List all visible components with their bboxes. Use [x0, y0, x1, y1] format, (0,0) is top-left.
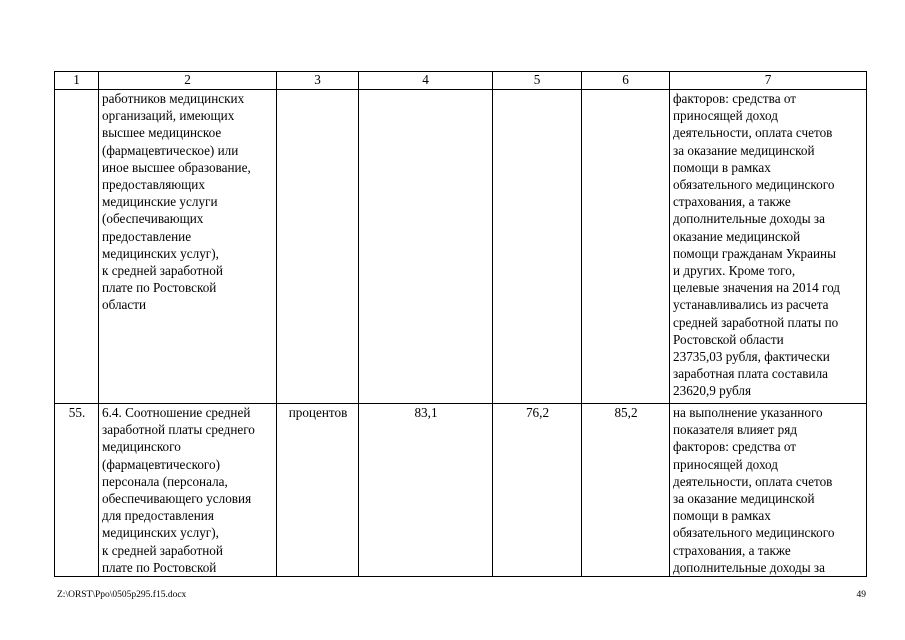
column-header-3: 3	[277, 72, 359, 90]
comment-line: приносящей доход	[673, 108, 778, 124]
comment-line: заработная плата составила	[673, 366, 829, 382]
comment-line: страхования, а также	[673, 542, 791, 558]
column-header-2: 2	[99, 72, 277, 90]
comment-line: помощи гражданам Украины	[673, 245, 836, 261]
data-table	[54, 71, 867, 577]
comment-line: устанавливались из расчета	[673, 297, 829, 313]
comment-line: показателя влияет ряд	[673, 422, 798, 438]
comment-cell	[670, 404, 867, 577]
comment-line: за оказание медицинской	[673, 142, 815, 158]
comment-line: 23620,9 рубля	[673, 383, 752, 399]
comment-line: деятельности, оплата счетов	[673, 125, 833, 141]
indicator-line: плате по Ростовской	[102, 280, 217, 296]
comment-line: помощи в рамках	[673, 159, 771, 175]
indicator-line: персонала (персонала,	[102, 473, 228, 489]
indicator-cell	[99, 90, 277, 404]
comment-cell	[670, 90, 867, 404]
comment-line: обязательного медицинского	[673, 525, 835, 541]
comment-line: деятельности, оплата счетов	[673, 473, 833, 489]
value-cell-6	[582, 90, 670, 404]
value-cell-6: 85,2	[582, 404, 670, 577]
unit-cell: процентов	[277, 404, 359, 577]
indicator-line: области	[102, 297, 147, 313]
indicator-line: обеспечивающего условия	[102, 491, 252, 507]
indicator-line: (фармацевтическое) или	[102, 142, 239, 158]
comment-line: помощи в рамках	[673, 508, 771, 524]
indicator-line: медицинских услуг),	[102, 525, 219, 541]
table-row	[55, 90, 867, 404]
indicator-line: работников медицинских	[102, 91, 245, 106]
indicator-line: для предоставления	[102, 508, 214, 524]
indicator-line: к средней заработной	[102, 542, 223, 558]
comment-line: оказание медицинской	[673, 228, 801, 244]
comment-line: факторов: средства от	[673, 439, 797, 455]
indicator-line: (фармацевтического)	[102, 456, 220, 472]
unit-cell	[277, 90, 359, 404]
indicator-line: заработной платы среднего	[102, 422, 255, 438]
comment-line: 23735,03 рубля, фактически	[673, 349, 830, 365]
comment-line: дополнительные доходы за	[673, 559, 825, 575]
comment-line: Ростовской области	[673, 331, 784, 347]
row-number-cell	[55, 90, 99, 404]
comment-line: и других. Кроме того,	[673, 263, 796, 279]
indicator-line: высшее медицинское	[102, 125, 222, 141]
value-cell-5	[493, 90, 582, 404]
value-cell-5: 76,2	[493, 404, 582, 577]
indicator-line: (обеспечивающих	[102, 211, 204, 227]
row-number-cell: 55.	[55, 404, 99, 577]
indicator-line: организаций, имеющих	[102, 108, 235, 124]
comment-line: целевые значения на 2014 год	[673, 280, 841, 296]
comment-line: средней заработной платы по	[673, 314, 839, 330]
comment-line: страхования, а также	[673, 194, 791, 210]
indicator-line: к средней заработной	[102, 263, 223, 279]
table-row	[55, 404, 867, 577]
footer-file-path: Z:\ORST\Ppo\0505p295.f15.docx	[57, 590, 187, 600]
indicator-line: медицинских услуг),	[102, 245, 219, 261]
comment-line: факторов: средства от	[673, 91, 797, 106]
indicator-cell	[99, 404, 277, 577]
column-header-7: 7	[670, 72, 867, 90]
column-header-4: 4	[359, 72, 493, 90]
value-cell-4	[359, 90, 493, 404]
header-row	[55, 72, 867, 90]
value-cell-4: 83,1	[359, 404, 493, 577]
column-header-5: 5	[493, 72, 582, 90]
indicator-line: предоставляющих	[102, 177, 205, 193]
indicator-line: иное высшее образование,	[102, 159, 251, 175]
comment-line: за оказание медицинской	[673, 491, 815, 507]
indicator-line: медицинские услуги	[102, 194, 218, 210]
column-header-6: 6	[582, 72, 670, 90]
comment-line: на выполнение указанного	[673, 405, 823, 420]
column-header-1: 1	[55, 72, 99, 90]
comment-line: дополнительные доходы за	[673, 211, 825, 227]
indicator-line: предоставление	[102, 228, 192, 244]
indicator-line: 6.4. Соотношение средней	[102, 405, 251, 420]
comment-line: обязательного медицинского	[673, 177, 835, 193]
indicator-line: плате по Ростовской	[102, 559, 217, 575]
indicator-line: медицинского	[102, 439, 181, 455]
comment-line: приносящей доход	[673, 456, 778, 472]
footer-page-number: 49	[856, 590, 866, 600]
